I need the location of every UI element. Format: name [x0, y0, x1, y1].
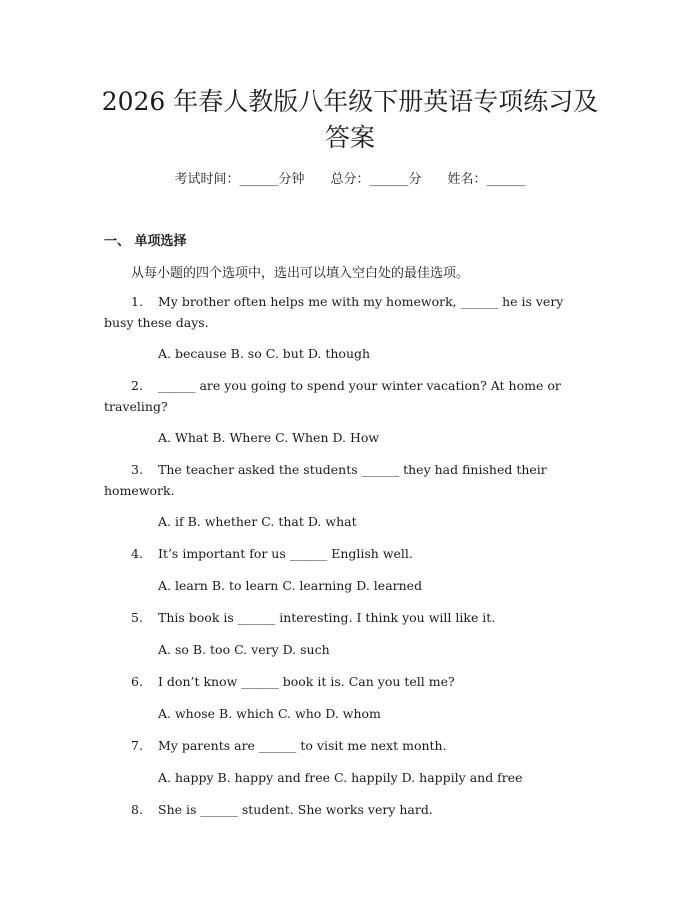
question-text: It’s important for us ______ English well. [158, 546, 413, 561]
question-number: 7. [131, 738, 143, 753]
question-4 [104, 543, 594, 564]
question-1 [104, 291, 594, 333]
question-number: 6. [131, 674, 143, 689]
question-text: ______ are you going to spend your winter vacation? At home or traveling? [104, 378, 561, 414]
question-text: My parents are ______ to visit me next month. [158, 738, 447, 753]
document-title-line-1: 2026 年春人教版八年级下册英语专项练习及 [101, 87, 599, 116]
question-6-options: A. whose B. which C. who D. whom [158, 706, 381, 721]
question-7 [104, 735, 594, 756]
question-text: My brother often helps me with my homework, ______ he is very busy these days. [104, 294, 564, 330]
question-2-options: A. What B. Where C. When D. How [158, 430, 380, 445]
student-name-field: 姓名：______ [447, 172, 526, 187]
question-2 [104, 375, 594, 417]
question-7-options: A. happy B. happy and free C. happily D. happily and free [158, 770, 523, 785]
question-5 [104, 607, 594, 628]
exam-time-field: 考试时间：______分钟 [174, 172, 305, 187]
question-number: 5. [131, 610, 143, 625]
question-number: 2. [131, 378, 143, 393]
section-instruction: 从每小题的四个选项中，选出可以填入空白处的最佳选项。 [131, 266, 470, 281]
question-3 [104, 459, 594, 501]
question-number: 1. [131, 294, 143, 309]
question-text: I don’t know ______ book it is. Can you tell me? [158, 674, 455, 689]
question-number: 4. [131, 546, 143, 561]
question-3-options: A. if B. whether C. that D. what [158, 514, 357, 529]
question-text: The teacher asked the students ______ they had finished their homework. [104, 462, 547, 498]
question-text: She is ______ student. She works very hard. [158, 802, 433, 817]
total-score-field: 总分：______分 [330, 172, 422, 187]
question-1-options: A. because B. so C. but D. though [158, 346, 371, 361]
question-4-options: A. learn B. to learn C. learning D. learned [158, 578, 423, 593]
question-5-options: A. so B. too C. very D. such [158, 642, 330, 657]
question-number: 8. [131, 802, 143, 817]
question-8 [104, 799, 594, 820]
section-heading: 一、 单项选择 [104, 234, 187, 249]
document-title-line-2: 答案 [324, 123, 375, 152]
exam-meta [0, 168, 700, 187]
question-6 [104, 671, 594, 692]
question-text: This book is ______ interesting. I think you will like it. [158, 610, 496, 625]
question-number: 3. [131, 462, 143, 477]
